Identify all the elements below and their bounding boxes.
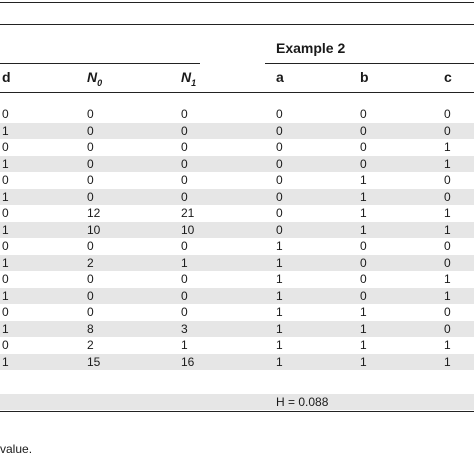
column-header-a: a bbox=[276, 69, 284, 85]
cell-c: 0 bbox=[444, 107, 451, 121]
cell-n1: 0 bbox=[181, 288, 188, 303]
cell-n0: 0 bbox=[87, 305, 94, 319]
table-row bbox=[0, 172, 474, 188]
cell-a: 0 bbox=[276, 107, 283, 121]
cell-n1: 0 bbox=[181, 107, 188, 121]
table-row bbox=[0, 106, 474, 122]
column-header-n1 bbox=[181, 69, 196, 88]
cell-b: 1 bbox=[360, 189, 367, 204]
cell-d: 1 bbox=[2, 354, 9, 369]
cell-d: 0 bbox=[2, 305, 9, 319]
cell-b: 1 bbox=[360, 321, 367, 336]
cell-n0: 0 bbox=[87, 288, 94, 303]
column-header-c: c bbox=[444, 69, 452, 85]
column-header-n0-base: N bbox=[87, 69, 98, 85]
cell-d: 0 bbox=[2, 206, 9, 220]
cell-c: 0 bbox=[444, 305, 451, 319]
cell-n0: 12 bbox=[87, 206, 101, 220]
summary-row bbox=[0, 394, 474, 410]
cell-a: 0 bbox=[276, 173, 283, 187]
cell-c: 0 bbox=[444, 239, 451, 253]
table-row bbox=[0, 337, 474, 353]
column-header-d: d bbox=[2, 69, 11, 85]
cell-d: 1 bbox=[2, 156, 9, 171]
cell-n1: 0 bbox=[181, 239, 188, 253]
cell-b: 1 bbox=[360, 173, 367, 187]
cell-n0: 0 bbox=[87, 173, 94, 187]
table-row bbox=[0, 354, 474, 370]
cell-n0: 0 bbox=[87, 239, 94, 253]
cell-c: 0 bbox=[444, 189, 451, 204]
cell-n0: 2 bbox=[87, 255, 94, 270]
cell-c: 0 bbox=[444, 255, 451, 270]
cell-c: 1 bbox=[444, 354, 451, 369]
table-row bbox=[0, 156, 474, 172]
table-row bbox=[0, 321, 474, 337]
cell-c: 1 bbox=[444, 288, 451, 303]
cell-b: 0 bbox=[360, 239, 367, 253]
cell-a: 1 bbox=[276, 338, 283, 352]
table-row bbox=[0, 304, 474, 320]
cell-c: 1 bbox=[444, 206, 451, 220]
column-header-n1-sub: 1 bbox=[191, 77, 197, 88]
cell-d: 0 bbox=[2, 338, 9, 352]
cell-c: 0 bbox=[444, 123, 451, 138]
cell-n1: 21 bbox=[181, 206, 195, 220]
cell-d: 1 bbox=[2, 189, 9, 204]
cell-c: 1 bbox=[444, 156, 451, 171]
cell-d: 0 bbox=[2, 239, 9, 253]
column-header-n0 bbox=[87, 69, 102, 88]
cell-c: 1 bbox=[444, 338, 451, 352]
cell-b: 0 bbox=[360, 288, 367, 303]
cell-n1: 1 bbox=[181, 255, 188, 270]
table-row bbox=[0, 238, 474, 254]
cell-d: 1 bbox=[2, 123, 9, 138]
cell-n0: 15 bbox=[87, 354, 101, 369]
cell-n0: 0 bbox=[87, 272, 94, 286]
cell-n1: 0 bbox=[181, 140, 188, 154]
cell-d: 0 bbox=[2, 272, 9, 286]
cell-b: 1 bbox=[360, 222, 367, 237]
cell-a: 1 bbox=[276, 239, 283, 253]
cell-a: 0 bbox=[276, 222, 283, 237]
cell-b: 0 bbox=[360, 107, 367, 121]
cell-n0: 0 bbox=[87, 156, 94, 171]
cell-a: 1 bbox=[276, 305, 283, 319]
cell-b: 1 bbox=[360, 305, 367, 319]
table-row bbox=[0, 205, 474, 221]
cell-n0: 0 bbox=[87, 107, 94, 121]
cell-b: 0 bbox=[360, 140, 367, 154]
cell-d: 0 bbox=[2, 173, 9, 187]
table-row bbox=[0, 139, 474, 155]
cell-n1: 10 bbox=[181, 222, 195, 237]
column-header-b: b bbox=[360, 69, 369, 85]
cell-n1: 0 bbox=[181, 123, 188, 138]
cell-d: 1 bbox=[2, 222, 9, 237]
cell-n1: 0 bbox=[181, 305, 188, 319]
table-row bbox=[0, 271, 474, 287]
cell-c: 1 bbox=[444, 272, 451, 286]
cell-n1: 0 bbox=[181, 156, 188, 171]
group-title-example-2: Example 2 bbox=[276, 40, 346, 56]
top-rule bbox=[0, 2, 474, 3]
group-rule-left bbox=[0, 63, 200, 64]
cell-n1: 0 bbox=[181, 189, 188, 204]
table-row bbox=[0, 255, 474, 271]
table-row bbox=[0, 288, 474, 304]
cell-a: 1 bbox=[276, 321, 283, 336]
cell-n1: 1 bbox=[181, 338, 188, 352]
cell-a: 0 bbox=[276, 206, 283, 220]
cell-d: 1 bbox=[2, 288, 9, 303]
cell-c: 0 bbox=[444, 321, 451, 336]
column-header-n0-sub: 0 bbox=[97, 77, 103, 88]
cell-n1: 3 bbox=[181, 321, 188, 336]
cell-a: 1 bbox=[276, 288, 283, 303]
cell-b: 1 bbox=[360, 338, 367, 352]
group-rule-example-2 bbox=[265, 63, 474, 64]
cell-a: 1 bbox=[276, 354, 283, 369]
table-row bbox=[0, 189, 474, 205]
cell-d: 1 bbox=[2, 255, 9, 270]
cell-d: 0 bbox=[2, 140, 9, 154]
cell-n1: 0 bbox=[181, 173, 188, 187]
cell-d: 0 bbox=[2, 107, 9, 121]
cell-c: 1 bbox=[444, 222, 451, 237]
top-rule-secondary bbox=[0, 24, 474, 25]
cell-b: 0 bbox=[360, 255, 367, 270]
cell-b: 1 bbox=[360, 354, 367, 369]
cell-n0: 2 bbox=[87, 338, 94, 352]
cell-a: 0 bbox=[276, 156, 283, 171]
cell-d: 1 bbox=[2, 321, 9, 336]
summary-h-value: H = 0.088 bbox=[276, 395, 329, 409]
cell-c: 1 bbox=[444, 140, 451, 154]
cell-n0: 0 bbox=[87, 123, 94, 138]
column-header-n1-base: N bbox=[181, 69, 192, 85]
cell-n0: 0 bbox=[87, 189, 94, 204]
cell-b: 0 bbox=[360, 156, 367, 171]
table-row bbox=[0, 222, 474, 238]
cell-b: 0 bbox=[360, 272, 367, 286]
cell-n0: 8 bbox=[87, 321, 94, 336]
cell-b: 0 bbox=[360, 123, 367, 138]
cell-n0: 10 bbox=[87, 222, 101, 237]
header-bottom-rule bbox=[0, 92, 474, 93]
bottom-rule bbox=[0, 411, 474, 412]
cell-a: 0 bbox=[276, 189, 283, 204]
cell-a: 0 bbox=[276, 140, 283, 154]
cell-n0: 0 bbox=[87, 140, 94, 154]
cell-b: 1 bbox=[360, 206, 367, 220]
footnote: value. bbox=[0, 442, 33, 456]
cell-a: 1 bbox=[276, 272, 283, 286]
cell-a: 0 bbox=[276, 123, 283, 138]
cell-n1: 16 bbox=[181, 354, 195, 369]
cell-c: 0 bbox=[444, 173, 451, 187]
table-row bbox=[0, 123, 474, 139]
cell-a: 1 bbox=[276, 255, 283, 270]
cell-n1: 0 bbox=[181, 272, 188, 286]
